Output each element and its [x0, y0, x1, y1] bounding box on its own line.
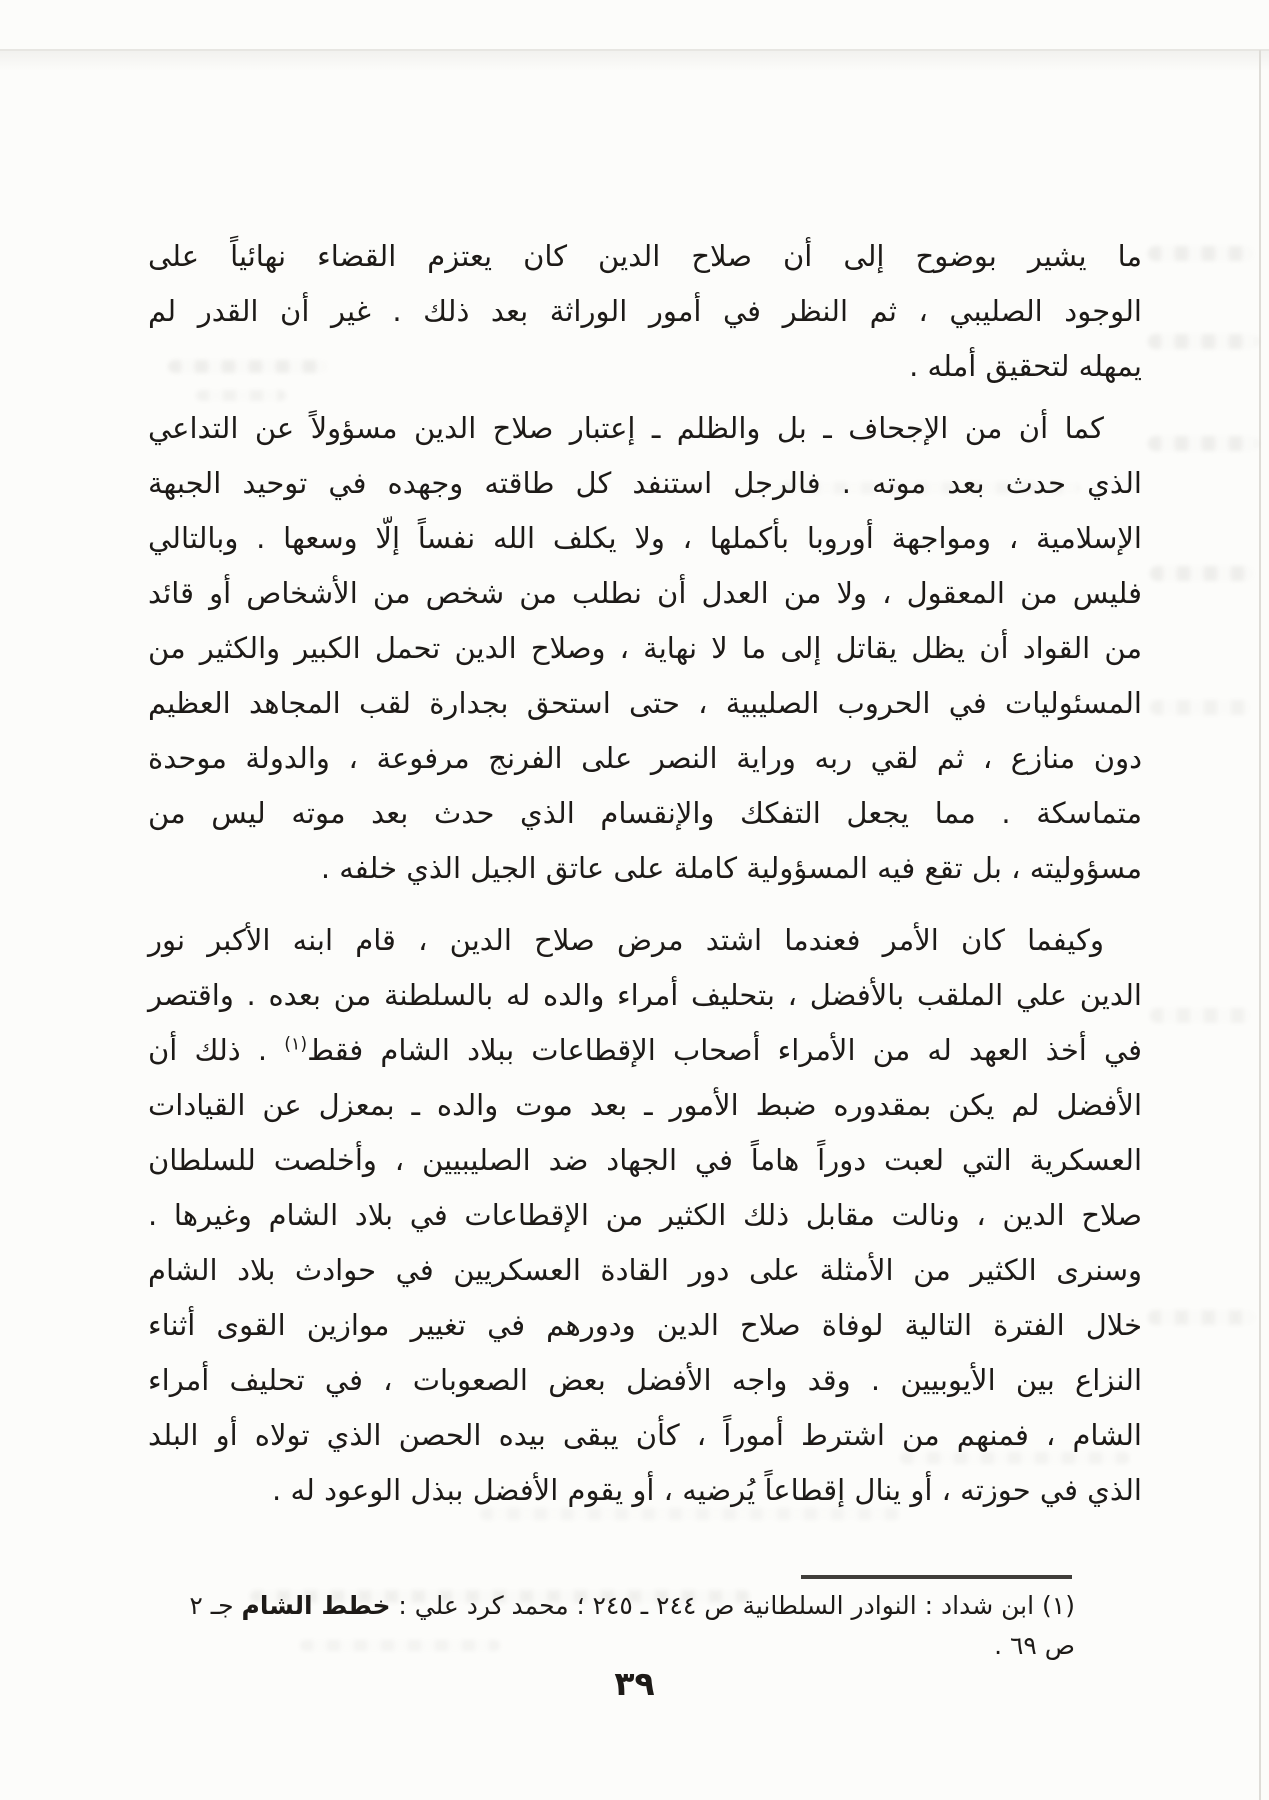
text-line: وكيفما كان الأمر فعندما اشتد مرض صلاح الدين ، قام ابنه الأكبر نور: [148, 923, 1104, 957]
footnote-book-title: خطط الشام: [241, 1591, 391, 1620]
scan-right-edge-line: [1259, 50, 1261, 1800]
paragraph: [148, 229, 1142, 394]
bleed-through-artifact: [1148, 334, 1258, 349]
footnote: [165, 1586, 1075, 1666]
bleed-through-artifact: [1148, 436, 1258, 451]
text-line: النزاع بين الأيوبيين . وقد واجه الأفضل بعض الصعوبات ، في تحليف أمراء: [148, 1363, 1142, 1397]
footnote-reference-marker: (١): [284, 1034, 308, 1055]
text-line-with-footnote-marker: [148, 1023, 1142, 1078]
text-line: العسكرية التي لعبت دوراً هاماً في الجهاد ضد الصليبيين ، وأخلصت للسلطان: [148, 1143, 1142, 1177]
bleed-through-artifact: [1150, 566, 1254, 581]
text-line: دون منازع ، ثم لقي ربه وراية النصر على الفرنج مرفوعة ، والدولة موحدة: [148, 741, 1142, 775]
paragraph: [148, 401, 1142, 896]
body-text: [148, 229, 1142, 1518]
text-line: الإسلامية ، ومواجهة أوروبا بأكملها ، ولا يكلف الله نفساً إلّا وسعها . وبالتالي: [148, 521, 1142, 555]
footnote-book-title: النوادر السلطانية: [742, 1591, 917, 1620]
text-line: الدين علي الملقب بالأفضل ، بتحليف أمراء والده له بالسلطنة من بعده . واقتصر: [148, 978, 1142, 1012]
text-line: المسئوليات في الحروب الصليبية ، حتى استحق بجدارة لقب المجاهد العظيم: [148, 686, 1142, 720]
text-line: الأفضل لم يكن بمقدوره ضبط الأمور ـ بعد موت والده ـ بمعزل عن القيادات: [148, 1088, 1142, 1122]
text-line: الوجود الصليبي ، ثم النظر في أمور الوراثة بعد ذلك . غير أن القدر لم: [148, 294, 1142, 328]
text-line: متماسكة . مما يجعل التفكك والإنقسام الذي حدث بعد موته ليس من: [148, 796, 1142, 830]
bleed-through-artifact: [1150, 700, 1250, 715]
text-line: ما يشير بوضوح إلى أن صلاح الدين كان يعتزم القضاء نهائياً على: [148, 239, 1142, 273]
text-line: وسنرى الكثير من الأمثلة على دور القادة العسكريين في حوادث بلاد الشام: [148, 1253, 1142, 1287]
paragraph: [148, 913, 1142, 1518]
text-line: يمهله لتحقيق أمله .: [909, 349, 1142, 383]
text-line: من القواد أن يظل يقاتل إلى ما لا نهاية ، وصلاح الدين تحمل الكبير والكثير من: [148, 631, 1142, 665]
text-line: مسؤوليته ، بل تقع فيه المسؤولية كاملة على عاتق الجيل الذي خلفه .: [320, 851, 1142, 885]
text-segment: في أخذ العهد له من الأمراء أصحاب الإقطاعات ببلاد الشام فقط: [307, 1033, 1142, 1067]
text-line: الذي في حوزته ، أو ينال إقطاعاً يُرضيه ، أو يقوم الأفضل ببذل الوعود له .: [272, 1473, 1142, 1507]
page-number: ٣٩: [614, 1664, 655, 1703]
text-line: صلاح الدين ، ونالت مقابل ذلك الكثير من الإقطاعات في بلاد الشام وغيرها .: [148, 1198, 1142, 1232]
footnote-pages: ص ٢٤٤ ـ ٢٤٥ ؛: [568, 1591, 743, 1620]
footnote-author: محمد كرد علي :: [390, 1591, 569, 1620]
bleed-through-artifact: [1148, 246, 1254, 261]
text-line: كما أن من الإجحاف ـ بل والظلم ـ إعتبار صلاح الدين مسؤولاً عن التداعي: [148, 411, 1104, 445]
text-line: الشام ، فمنهم من اشترط أموراً ، كأن يبقى بيده الحصن الذي تولاه أو البلد: [148, 1418, 1142, 1452]
text-line: خلال الفترة التالية لوفاة صلاح الدين ودورهم في تغيير موازين القوى أثناء: [148, 1308, 1142, 1342]
bleed-through-artifact: [1150, 1008, 1250, 1023]
footnote-marker: (١): [1034, 1591, 1075, 1620]
text-line: فليس من المعقول ، ولا من العدل أن نطلب من شخص من الأشخاص أو قائد: [148, 576, 1142, 610]
bleed-through-artifact: [1148, 1310, 1256, 1325]
text-line: الذي حدث بعد موته . فالرجل استنفد كل طاقته وجهده في توحيد الجبهة: [148, 466, 1142, 500]
scan-top-shadow-band: [0, 51, 1269, 75]
footnote-separator-rule: [801, 1575, 1072, 1579]
text-segment: . ذلك أن: [148, 1033, 285, 1067]
footnote-pages: جـ ٢ ص ٦٩ .: [189, 1591, 1075, 1660]
footnote-author: ابن شداد :: [916, 1591, 1035, 1620]
